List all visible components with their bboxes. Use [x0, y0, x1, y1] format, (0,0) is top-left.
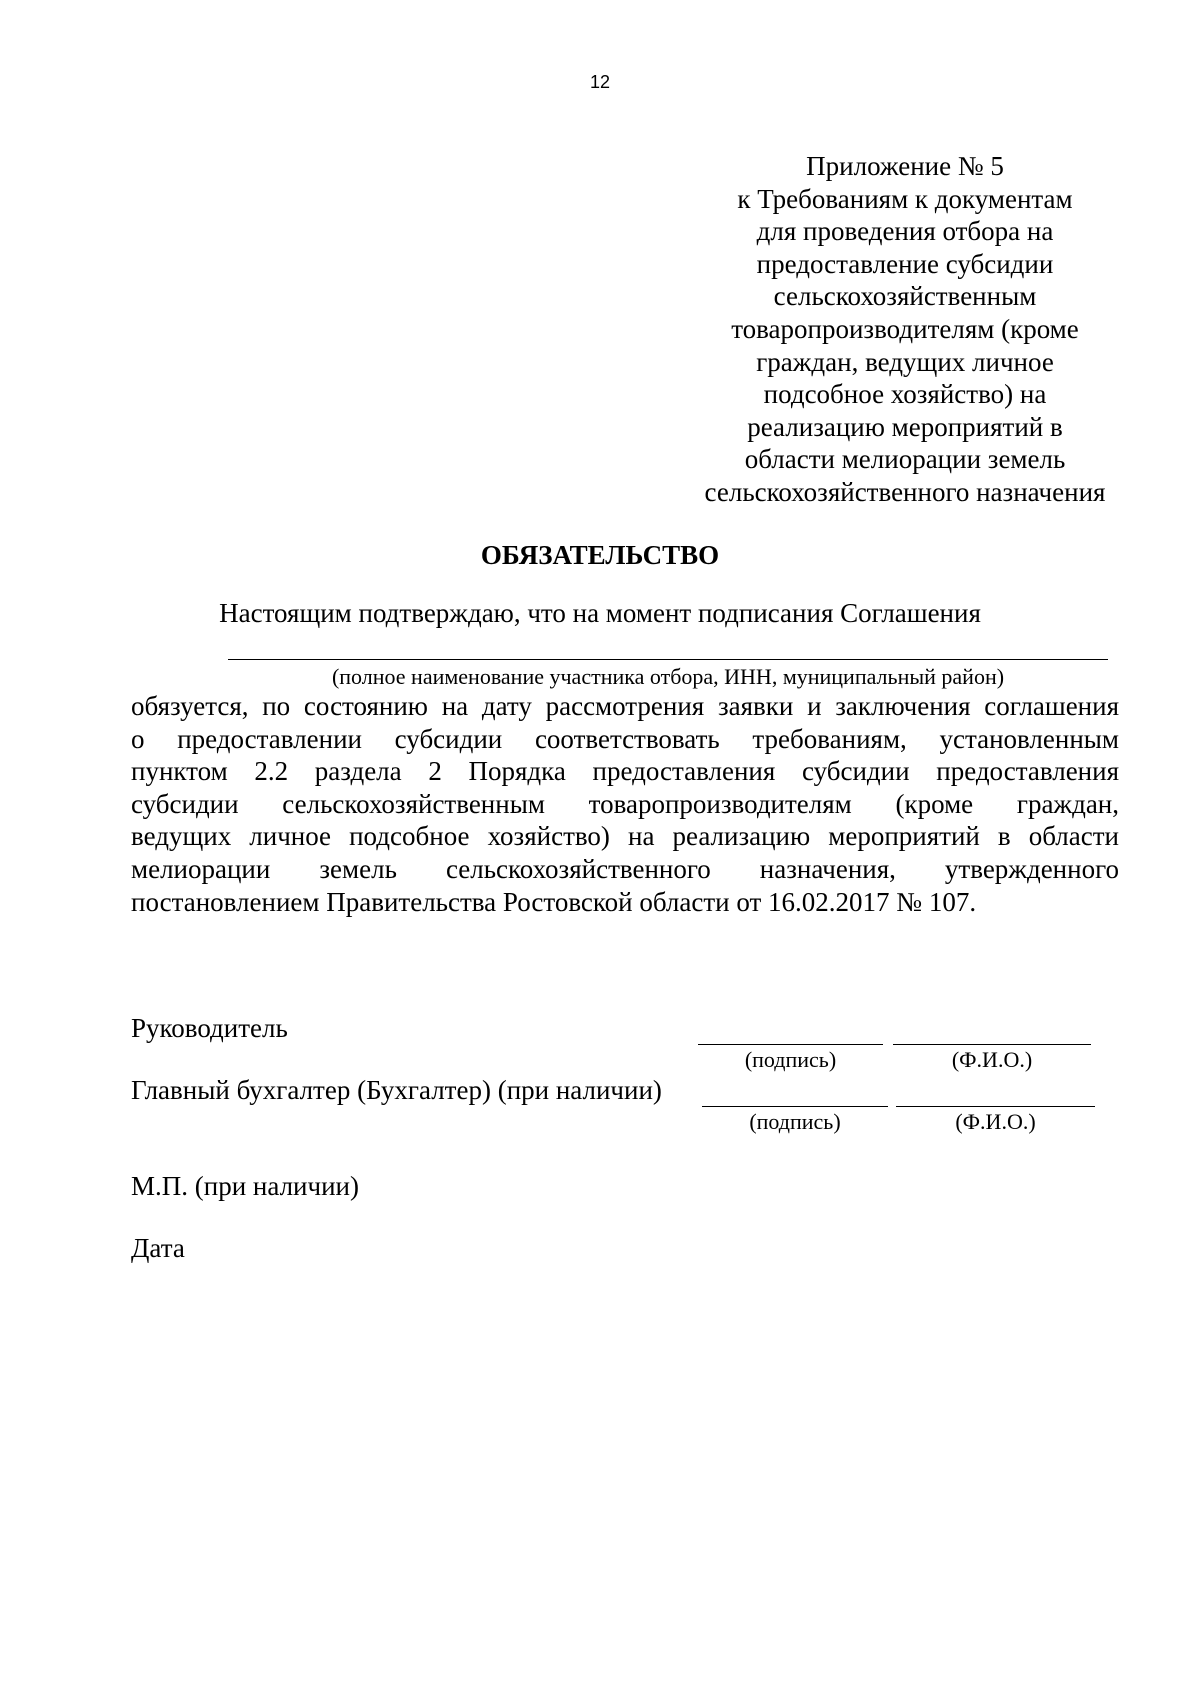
obligation-text	[131, 690, 1119, 918]
annex-line: области мелиорации земель	[744, 444, 1066, 475]
obligation-line: обязуется, по состоянию на дату рассмотрения заявки и заключения соглашения	[131, 691, 1119, 721]
accountant-signature-line	[702, 1106, 888, 1107]
head-signature-line	[698, 1044, 883, 1045]
annex-line: Приложение № 5	[806, 151, 1004, 181]
obligation-line: ведущих личное подсобное хозяйство) на реализацию мероприятий в области	[131, 821, 1119, 852]
annex-line: предоставление субсидии	[756, 248, 1054, 279]
annex-line: сельскохозяйственным	[773, 281, 1037, 312]
head-label: Руководитель	[131, 1013, 288, 1043]
accountant-name-hint: (Ф.И.О.)	[955, 1109, 1036, 1134]
annex-line: товаропроизводителям (кроме	[731, 313, 1079, 344]
obligation-line: субсидии сельскохозяйственным товаропроизводителям (кроме граждан,	[131, 788, 1119, 819]
obligation-line: о предоставлении субсидии соответствовать требованиям, установленным	[131, 723, 1119, 754]
obligation-line: мелиорации земель сельскохозяйственного назначения, утвержденного	[131, 853, 1119, 884]
annex-line: подсобное хозяйство) на	[763, 379, 1047, 410]
annex-line: к Требованиям к документам	[737, 183, 1073, 214]
page-number: 12	[589, 72, 611, 92]
chief-accountant-label: Главный бухгалтер (Бухгалтер) (при наличии)	[131, 1075, 662, 1105]
obligation-line: постановлением Правительства Ростовской области от 16.02.2017 № 107.	[131, 886, 977, 917]
annex-line: сельскохозяйственного назначения	[704, 476, 1106, 507]
head-name-line	[893, 1044, 1091, 1045]
annex-line: граждан, ведущих личное	[756, 346, 1054, 377]
annex-line: реализацию мероприятий в	[747, 411, 1063, 442]
head-signature-hint: (подпись)	[744, 1047, 837, 1072]
participant-name-hint: (полное наименование участника отбора, ИНН, муниципальный район)	[331, 664, 1005, 689]
document-title: ОБЯЗАТЕЛЬСТВО	[480, 540, 720, 570]
accountant-name-line	[896, 1106, 1095, 1107]
stamp-label: М.П. (при наличии)	[131, 1171, 359, 1201]
date-label: Дата	[131, 1233, 185, 1263]
head-name-hint: (Ф.И.О.)	[951, 1047, 1033, 1072]
accountant-signature-hint: (подпись)	[749, 1109, 841, 1134]
obligation-line: пунктом 2.2 раздела 2 Порядка предоставления субсидии предоставления	[131, 756, 1119, 787]
intro-text: Настоящим подтверждаю, что на момент подписания Соглашения	[219, 598, 981, 628]
annex-header	[690, 150, 1120, 509]
participant-name-blank-line	[228, 659, 1108, 660]
annex-line: для проведения отбора на	[756, 216, 1054, 247]
